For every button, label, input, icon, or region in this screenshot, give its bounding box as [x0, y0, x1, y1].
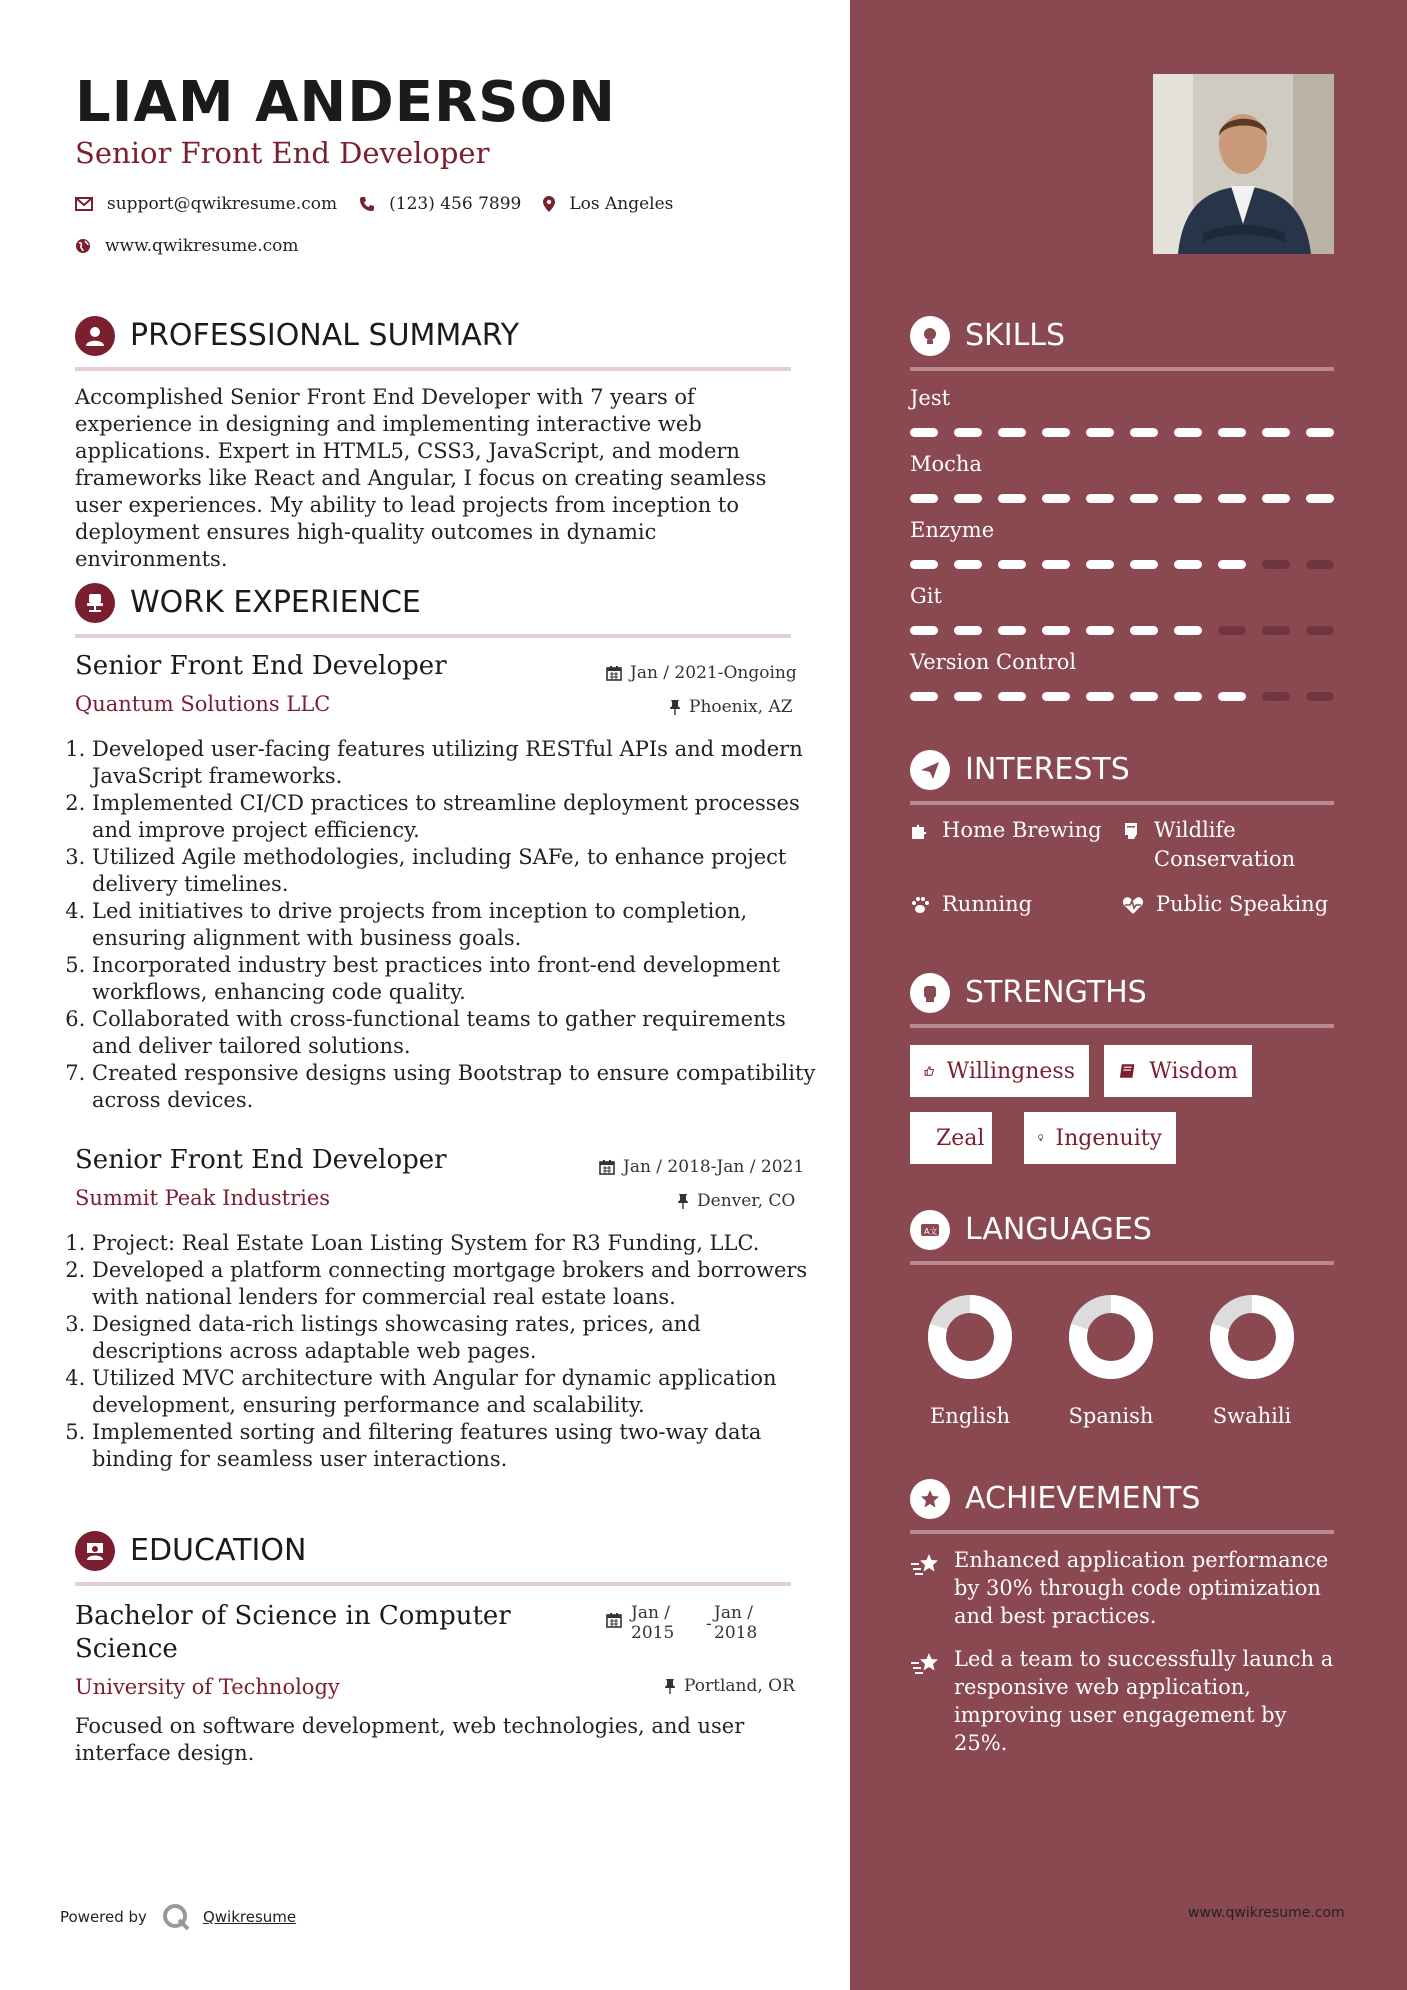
list-item: 6. Collaborated with cross-functional teams to gather requirements and deliver tailored solutions.: [92, 1006, 822, 1060]
job-company: Summit Peak Industries: [75, 1186, 331, 1210]
skill-level-segment: [998, 494, 1026, 503]
envelope-icon: [75, 197, 93, 211]
skill-level-segment: [1130, 692, 1158, 701]
summary-heading-text: PROFESSIONAL SUMMARY: [130, 318, 520, 353]
list-item: 7. Created responsive designs using Bootstrap to ensure compatibility across devices.: [92, 1060, 822, 1114]
user-icon: [75, 316, 115, 356]
skill-level-segment: [1306, 428, 1334, 437]
skill-level-segment: [1086, 560, 1114, 569]
skill-level-segment: [910, 626, 938, 635]
phone-icon: [359, 196, 375, 212]
skill-level-segment: [1262, 428, 1290, 437]
skill-level-segment: [998, 428, 1026, 437]
skill-level-segment: [1262, 692, 1290, 701]
strength-badge: [910, 1112, 992, 1164]
interests-heading-text: INTERESTS: [965, 752, 1130, 787]
job-duties-list: [68, 736, 822, 1114]
calendar-icon: [606, 1612, 622, 1628]
footer-site[interactable]: www.qwikresume.com: [1188, 1905, 1345, 1921]
strength-label: Ingenuity: [1055, 1125, 1162, 1151]
skills-heading-text: SKILLS: [965, 318, 1066, 353]
interest-item: [1122, 890, 1328, 919]
skill-level-bar: [910, 560, 1350, 569]
book-icon: [1118, 1061, 1137, 1081]
job-dates: [606, 663, 797, 683]
job-company: Quantum Solutions LLC: [75, 692, 331, 716]
skill-level-segment: [1306, 494, 1334, 503]
language-proficiency-ring: [1051, 1292, 1171, 1382]
job-title: Senior Front End Developer: [75, 1145, 447, 1175]
strengths-divider: [910, 1024, 1334, 1028]
strength-label: Zeal: [936, 1125, 985, 1151]
skill-level-segment: [954, 494, 982, 503]
language-name: Spanish: [1068, 1404, 1154, 1428]
list-item: 1. Developed user-facing features utilizing RESTful APIs and modern JavaScript frameworks.: [92, 736, 822, 790]
education-divider: [75, 1582, 791, 1586]
skill-level-segment: [1174, 428, 1202, 437]
skill-level-segment: [1218, 560, 1246, 569]
graduate-icon: [75, 1531, 115, 1571]
skill-level-segment: [1306, 560, 1334, 569]
email-text: support@qwikresume.com: [107, 194, 338, 214]
list-item: 2. Developed a platform connecting mortgage brokers and borrowers with national lenders for commercial real estate loans.: [92, 1257, 822, 1311]
profile-photo: [1153, 74, 1334, 254]
contact-location: [543, 194, 673, 214]
list-item: 3. Designed data-rich listings showcasing rates, prices, and descriptions across adaptable web pages.: [92, 1311, 822, 1365]
person-portrait-icon: [1153, 74, 1334, 254]
experience-heading-text: WORK EXPERIENCE: [130, 585, 421, 620]
interest-item: [1122, 816, 1332, 874]
strength-label: Wisdom: [1149, 1058, 1238, 1084]
skill-level-segment: [1218, 494, 1246, 503]
powered-by-text: Powered by: [60, 1908, 147, 1926]
skill-level-segment: [954, 626, 982, 635]
achievement-item: [910, 1546, 1334, 1630]
job-title: Senior Front End Developer: [75, 651, 447, 681]
star-badge-icon: [910, 1479, 950, 1519]
list-item: 4. Utilized MVC architecture with Angular for dynamic application development, ensuring performance and scalability.: [92, 1365, 822, 1419]
skill-name: Enzyme: [910, 518, 995, 542]
list-item: 3. Utilized Agile methodologies, including SAFe, to enhance project delivery timelines.: [92, 844, 822, 898]
job-location-text: Denver, CO: [697, 1191, 796, 1211]
language-item: [910, 1292, 1030, 1428]
translate-icon: [910, 1210, 950, 1250]
list-item: 4. Led initiatives to drive projects from inception to completion, ensuring alignment with business goals.: [92, 898, 822, 952]
shooting-star-icon: [910, 1552, 942, 1578]
language-name: Swahili: [1212, 1404, 1292, 1428]
skill-level-segment: [1262, 494, 1290, 503]
skill-level-segment: [1042, 428, 1070, 437]
skill-level-segment: [1306, 692, 1334, 701]
skill-level-bar: [910, 692, 1350, 701]
skill-level-segment: [1262, 560, 1290, 569]
location-text: Los Angeles: [569, 194, 674, 214]
candidate-name: LIAM ANDERSON: [75, 70, 616, 135]
skill-level-bar: [910, 428, 1350, 437]
language-proficiency-ring: [1192, 1292, 1312, 1382]
skill-level-segment: [1086, 692, 1114, 701]
language-name: English: [929, 1404, 1011, 1428]
skill-level-segment: [1042, 560, 1070, 569]
skill-level-segment: [1262, 626, 1290, 635]
skill-level-segment: [1174, 560, 1202, 569]
summary-text: Accomplished Senior Front End Developer with 7 years of experience in designing and implementing interactive web applications. Expert in HTML5, CSS3, JavaScript, and modern frameworks like React and Angular, I focus on creating seamless user experiences. My ability to lead projects from inception to deployment ensures high-quality outcomes in dynamic environments.: [75, 385, 767, 571]
skill-level-segment: [1086, 428, 1114, 437]
globe-icon: [75, 238, 91, 254]
skill-level-segment: [954, 428, 982, 437]
paw-icon: [910, 895, 930, 915]
skill-level-segment: [1130, 428, 1158, 437]
strengths-heading-text: STRENGTHS: [965, 975, 1147, 1010]
candidate-title: Senior Front End Developer: [75, 136, 490, 170]
skill-level-segment: [954, 560, 982, 569]
job-location: [677, 1191, 795, 1211]
skill-level-segment: [1218, 428, 1246, 437]
edu-start-date: Jan / 2015: [631, 1603, 675, 1643]
language-proficiency-ring: [910, 1292, 1030, 1382]
phone-text: (123) 456 7899: [389, 194, 522, 214]
skill-name: Mocha: [910, 452, 982, 476]
edu-location-text: Portland, OR: [684, 1676, 795, 1696]
skill-level-segment: [954, 692, 982, 701]
skill-level-bar: [910, 494, 1350, 503]
skill-name: Jest: [910, 386, 951, 410]
education-heading-text: EDUCATION: [130, 1533, 307, 1568]
strength-label: Willingness: [946, 1058, 1075, 1084]
skill-level-segment: [1174, 692, 1202, 701]
languages-divider: [910, 1261, 1334, 1265]
lightbulb-icon: [1038, 1128, 1043, 1148]
interest-label: Home Brewing: [942, 818, 1102, 842]
scroll-icon: [1122, 821, 1142, 841]
skill-level-segment: [1042, 692, 1070, 701]
pushpin-icon: [664, 1678, 676, 1694]
interest-item: [910, 816, 1102, 845]
skill-level-segment: [998, 692, 1026, 701]
summary-divider: [75, 367, 791, 371]
skill-level-segment: [1130, 560, 1158, 569]
contact-row-2: [75, 236, 321, 256]
edu-date-dash: -: [706, 1614, 712, 1634]
interest-label: Wildlife Conservation: [1154, 818, 1296, 871]
strength-badge: [1104, 1045, 1252, 1097]
calendar-icon: [606, 665, 622, 681]
lightbulb-icon: [910, 316, 950, 356]
map-marker-icon: [543, 196, 555, 212]
strength-badge: [910, 1045, 1089, 1097]
contact-phone[interactable]: [359, 194, 521, 214]
contact-email[interactable]: [75, 194, 337, 214]
qwikresume-link[interactable]: Qwikresume: [202, 1908, 297, 1926]
heartbeat-icon: [1122, 895, 1144, 915]
skill-level-segment: [1042, 494, 1070, 503]
list-item: 1. Project: Real Estate Loan Listing System for R3 Funding, LLC.: [92, 1230, 822, 1257]
skill-level-segment: [998, 626, 1026, 635]
skill-level-segment: [910, 428, 938, 437]
fist-icon: [910, 973, 950, 1013]
languages-heading-text: LANGUAGES: [965, 1212, 1152, 1247]
pushpin-icon: [669, 699, 681, 715]
skills-divider: [910, 367, 1334, 371]
shooting-star-icon: [910, 1651, 942, 1677]
job-dates-text: Jan / 2021-Ongoing: [630, 663, 797, 683]
website-text: www.qwikresume.com: [105, 236, 299, 256]
experience-divider: [75, 634, 791, 638]
skill-level-segment: [1130, 494, 1158, 503]
skill-level-segment: [1130, 626, 1158, 635]
achievements-heading-text: ACHIEVEMENTS: [965, 1481, 1201, 1516]
skill-level-segment: [998, 560, 1026, 569]
skill-level-bar: [910, 626, 1350, 635]
job-location-text: Phoenix, AZ: [689, 697, 793, 717]
skill-level-segment: [1174, 626, 1202, 635]
job-dates: [599, 1157, 804, 1177]
language-item: [1051, 1292, 1171, 1428]
skill-level-segment: [1306, 626, 1334, 635]
skill-level-segment: [1174, 494, 1202, 503]
edu-location: [664, 1676, 795, 1696]
job-location: [669, 697, 793, 717]
strength-badge: [1024, 1112, 1176, 1164]
edu-description: Focused on software development, web technologies, and user interface design.: [75, 1714, 745, 1765]
edu-end-date: Jan / 2018: [714, 1603, 758, 1643]
qwikresume-logo-icon: [161, 1902, 191, 1932]
interests-divider: [910, 801, 1334, 805]
footer-powered-by: [60, 1902, 296, 1932]
contact-row: [75, 194, 695, 214]
thumbs-up-icon: [924, 1061, 935, 1081]
skill-level-segment: [1086, 494, 1114, 503]
job-dates-text: Jan / 2018-Jan / 2021: [623, 1157, 805, 1177]
job-duties-list: [68, 1230, 822, 1473]
skill-level-segment: [1086, 626, 1114, 635]
skill-name: Git: [910, 584, 942, 608]
svg-text:A文: A文: [924, 1227, 938, 1236]
skill-level-segment: [910, 560, 938, 569]
skill-level-segment: [910, 494, 938, 503]
achievement-text: Led a team to successfully launch a responsive web application, improving user engagement by 25%.: [954, 1647, 1334, 1755]
list-item: 5. Incorporated industry best practices into front-end development workflows, enhancing code quality.: [92, 952, 822, 1006]
skill-level-segment: [1042, 626, 1070, 635]
interest-label: Public Speaking: [1156, 892, 1329, 916]
puzzle-icon: [910, 821, 930, 841]
list-item: 2. Implemented CI/CD practices to streamline deployment processes and improve project efficiency.: [92, 790, 822, 844]
achievement-text: Enhanced application performance by 30% through code optimization and best practices.: [954, 1548, 1329, 1628]
language-item: [1192, 1292, 1312, 1428]
interest-item: [910, 890, 1032, 919]
interest-label: Running: [942, 892, 1033, 916]
skill-level-segment: [910, 692, 938, 701]
school-name: University of Technology: [75, 1675, 340, 1699]
skill-level-segment: [1218, 626, 1246, 635]
skill-level-segment: [1218, 692, 1246, 701]
achievements-divider: [910, 1530, 1334, 1534]
contact-website[interactable]: [75, 236, 299, 256]
office-chair-icon: [75, 583, 115, 623]
skill-name: Version Control: [910, 650, 1077, 674]
degree-title: Bachelor of Science in Computer Science: [75, 1601, 511, 1664]
calendar-icon: [599, 1159, 615, 1175]
achievement-item: [910, 1645, 1334, 1757]
pushpin-icon: [677, 1193, 689, 1209]
list-item: 5. Implemented sorting and filtering features using two-way data binding for seamless user interactions.: [92, 1419, 822, 1473]
paper-plane-icon: [910, 750, 950, 790]
